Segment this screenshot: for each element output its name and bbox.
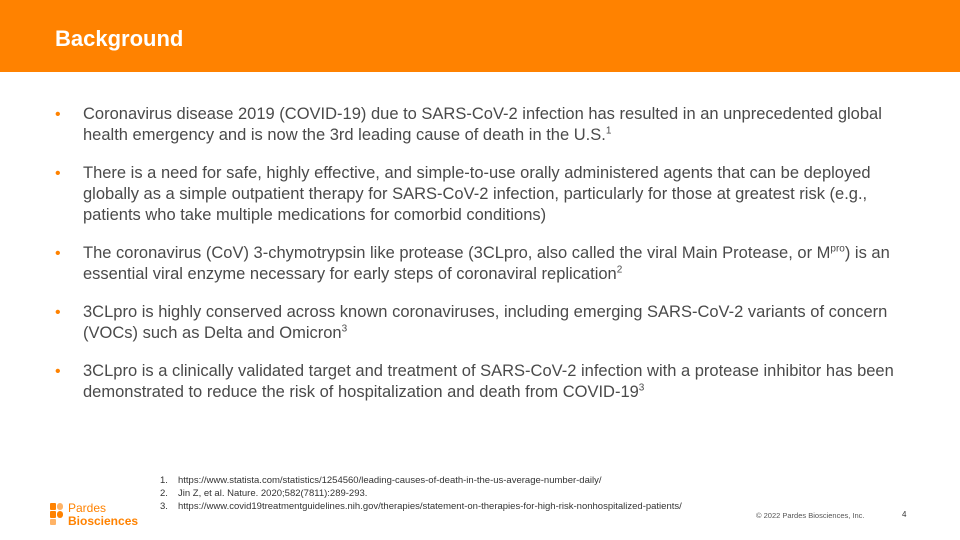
- reference-text: https://www.covid19treatmentguidelines.nih.gov/therapies/statement-on-therapies-for-high-risk-nonhospitalized-patients/: [178, 501, 682, 512]
- footnote-ref: 3: [638, 382, 645, 394]
- reference-item: [160, 474, 720, 487]
- bullet-marker: •: [55, 363, 61, 380]
- bullet-text: The coronavirus (CoV) 3-chymotrypsin like protease (3CLpro, also called the viral Main Protease, or M: [83, 244, 831, 262]
- logo-wordmark: [68, 502, 138, 528]
- slide-title: Background: [55, 26, 184, 51]
- bullet-text-continued: ) is an essential viral enzyme necessary for early steps of coronaviral replication: [83, 244, 890, 283]
- pardes-logo-mark-icon: [50, 503, 65, 525]
- bullet-marker: •: [55, 245, 61, 262]
- reference-list: [160, 474, 720, 513]
- footnote-ref: 1: [605, 125, 612, 137]
- bullet-item: [55, 243, 915, 285]
- bullet-text: There is a need for safe, highly effective, and simple-to-use orally administered agents that can be deployed globally as a simple outpatient therapy for SARS-CoV-2 infection, particularly for those at greatest risk (e.g., patients who take multiple medications for comorbid conditions): [83, 164, 871, 224]
- title-bar: [0, 0, 960, 72]
- bullet-item: [55, 163, 915, 226]
- company-logo: [50, 502, 160, 532]
- reference-number: 3.: [160, 501, 168, 512]
- bullet-marker: •: [55, 106, 61, 123]
- reference-number: 1.: [160, 475, 168, 486]
- footnote-ref: 3: [341, 323, 348, 335]
- reference-item: [160, 487, 720, 500]
- bullet-marker: •: [55, 304, 61, 321]
- bullet-text: Coronavirus disease 2019 (COVID-19) due to SARS-CoV-2 infection has resulted in an unprecedented global health emergency and is now the 3rd leading cause of death in the U.S.: [83, 105, 882, 144]
- reference-text: Jin Z, et al. Nature. 2020;582(7811):289-293.: [178, 488, 368, 499]
- reference-number: 2.: [160, 488, 168, 499]
- bullet-item: [55, 104, 915, 146]
- logo-line-2: Biosciences: [68, 514, 139, 528]
- bullet-item: [55, 302, 915, 344]
- logo-line-1: Pardes: [68, 501, 107, 515]
- copyright-notice: © 2022 Pardes Biosciences, Inc.: [756, 511, 865, 520]
- bullet-list: [55, 104, 915, 420]
- bullet-text: 3CLpro is a clinically validated target and treatment of SARS-CoV-2 infection with a protease inhibitor has been demonstrated to reduce the risk of hospitalization and death from COVID-19: [83, 362, 894, 401]
- bullet-item: [55, 361, 915, 403]
- bullet-text: 3CLpro is highly conserved across known coronaviruses, including emerging SARS-CoV-2 variants of concern (VOCs) such as Delta and Omicron: [83, 303, 888, 342]
- inline-superscript: pro: [830, 243, 845, 255]
- footnote-ref: 2: [616, 264, 623, 276]
- page-number: 4: [902, 510, 907, 519]
- reference-item: [160, 500, 720, 513]
- reference-text: https://www.statista.com/statistics/1254560/leading-causes-of-death-in-the-us-average-number-daily/: [178, 475, 602, 486]
- bullet-marker: •: [55, 165, 61, 182]
